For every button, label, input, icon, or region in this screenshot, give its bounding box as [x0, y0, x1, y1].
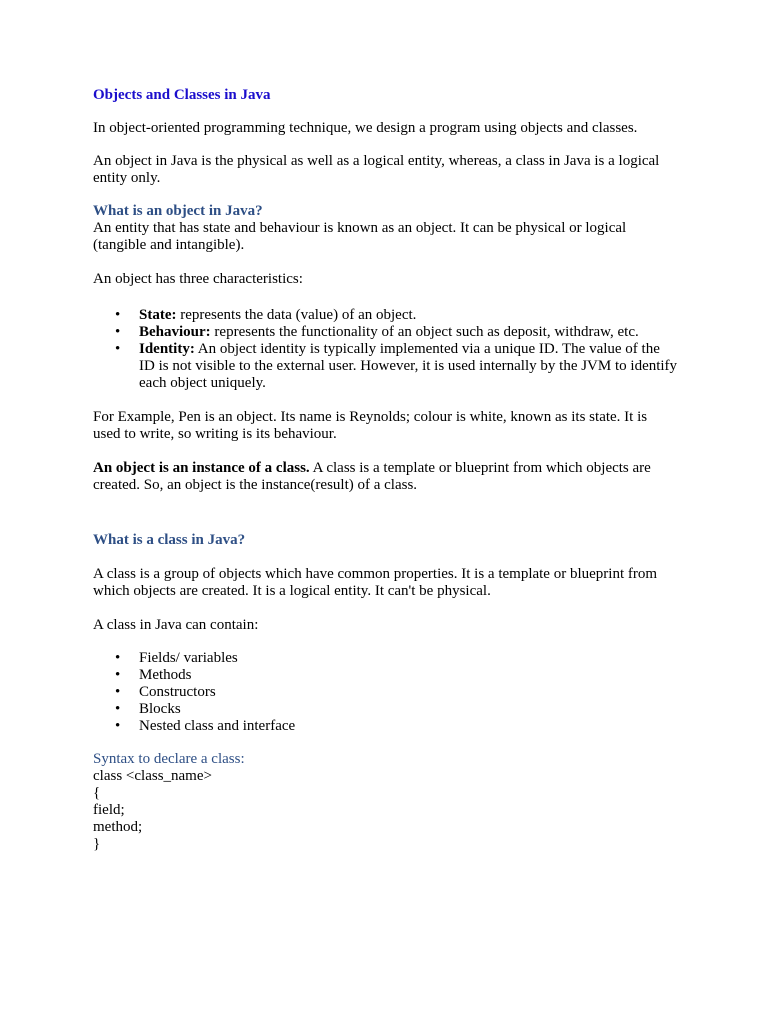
list-item: • Constructors — [115, 684, 216, 700]
code-line: field; — [93, 802, 125, 818]
list-item — [93, 307, 678, 324]
code-line: { — [93, 785, 101, 801]
characteristic-term: Identity: — [139, 341, 195, 357]
list-item: • Fields/ variables — [115, 650, 238, 666]
instance-text: A class is a template or blueprint from which objects are created. So, an object is the instance(result) of a class. — [93, 460, 651, 493]
characteristics-intro: An object has three characteristics: — [93, 271, 303, 287]
characteristic-term: State: — [139, 307, 177, 323]
list-item: • Blocks — [115, 701, 181, 717]
bullet-icon: • — [115, 650, 121, 666]
intro-paragraph: In object-oriented programming technique, we design a program using objects and classes. — [93, 120, 638, 136]
object-definition-paragraph: An entity that has state and behaviour is known as an object. It can be physical or logical (tangible and intangible). — [93, 220, 627, 253]
characteristic-text: represents the data (value) of an object. — [176, 307, 417, 323]
bullet-icon: • — [115, 701, 121, 717]
syntax-code-block — [93, 768, 678, 853]
bullet-icon: • — [115, 684, 121, 700]
characteristic-term: Behaviour: — [139, 324, 211, 340]
bullet-icon: • — [115, 718, 121, 734]
bullet-icon: • — [115, 341, 121, 357]
code-line: } — [93, 836, 101, 852]
code-line: method; — [93, 819, 143, 835]
example-paragraph: For Example, Pen is an object. Its name is Reynolds; colour is white, known as its state. It is used to write, so writing is its behaviour. — [93, 409, 648, 442]
characteristic-text: An object identity is typically implemented via a unique ID. The value of the ID is not visible to the external user. However, it is used internally by the JVM to identify each object uniquely. — [139, 341, 678, 391]
instance-bold-text: An object is an instance of a class. — [93, 460, 310, 476]
section-spacer — [93, 494, 678, 532]
list-item — [93, 324, 678, 341]
object-section-heading: What is an object in Java? — [93, 203, 263, 219]
bullet-icon: • — [115, 307, 121, 323]
class-definition-paragraph: A class is a group of objects which have common properties. It is a template or blueprint from which objects are created. It is a logical entity. It can't be physical. — [93, 566, 658, 599]
syntax-heading: Syntax to declare a class: — [93, 751, 245, 767]
list-item: • Nested class and interface — [115, 718, 296, 734]
characteristic-text: represents the functionality of an object such as deposit, withdraw, etc. — [210, 324, 639, 340]
class-section-heading: What is a class in Java? — [93, 532, 246, 548]
list-item — [93, 341, 678, 392]
bullet-icon: • — [115, 667, 121, 683]
class-contents-list — [93, 650, 678, 735]
contain-intro: A class in Java can contain: — [93, 617, 259, 633]
document-page — [93, 87, 678, 853]
instance-paragraph — [93, 460, 678, 494]
page-title: Objects and Classes in Java — [93, 87, 271, 103]
code-line: class <class_name> — [93, 768, 212, 784]
object-vs-class-paragraph: An object in Java is the physical as well as a logical entity, whereas, a class in Java is a logical entity only. — [93, 153, 660, 186]
list-item: • Methods — [115, 667, 192, 683]
bullet-icon: • — [115, 324, 121, 340]
characteristics-list — [93, 307, 678, 392]
